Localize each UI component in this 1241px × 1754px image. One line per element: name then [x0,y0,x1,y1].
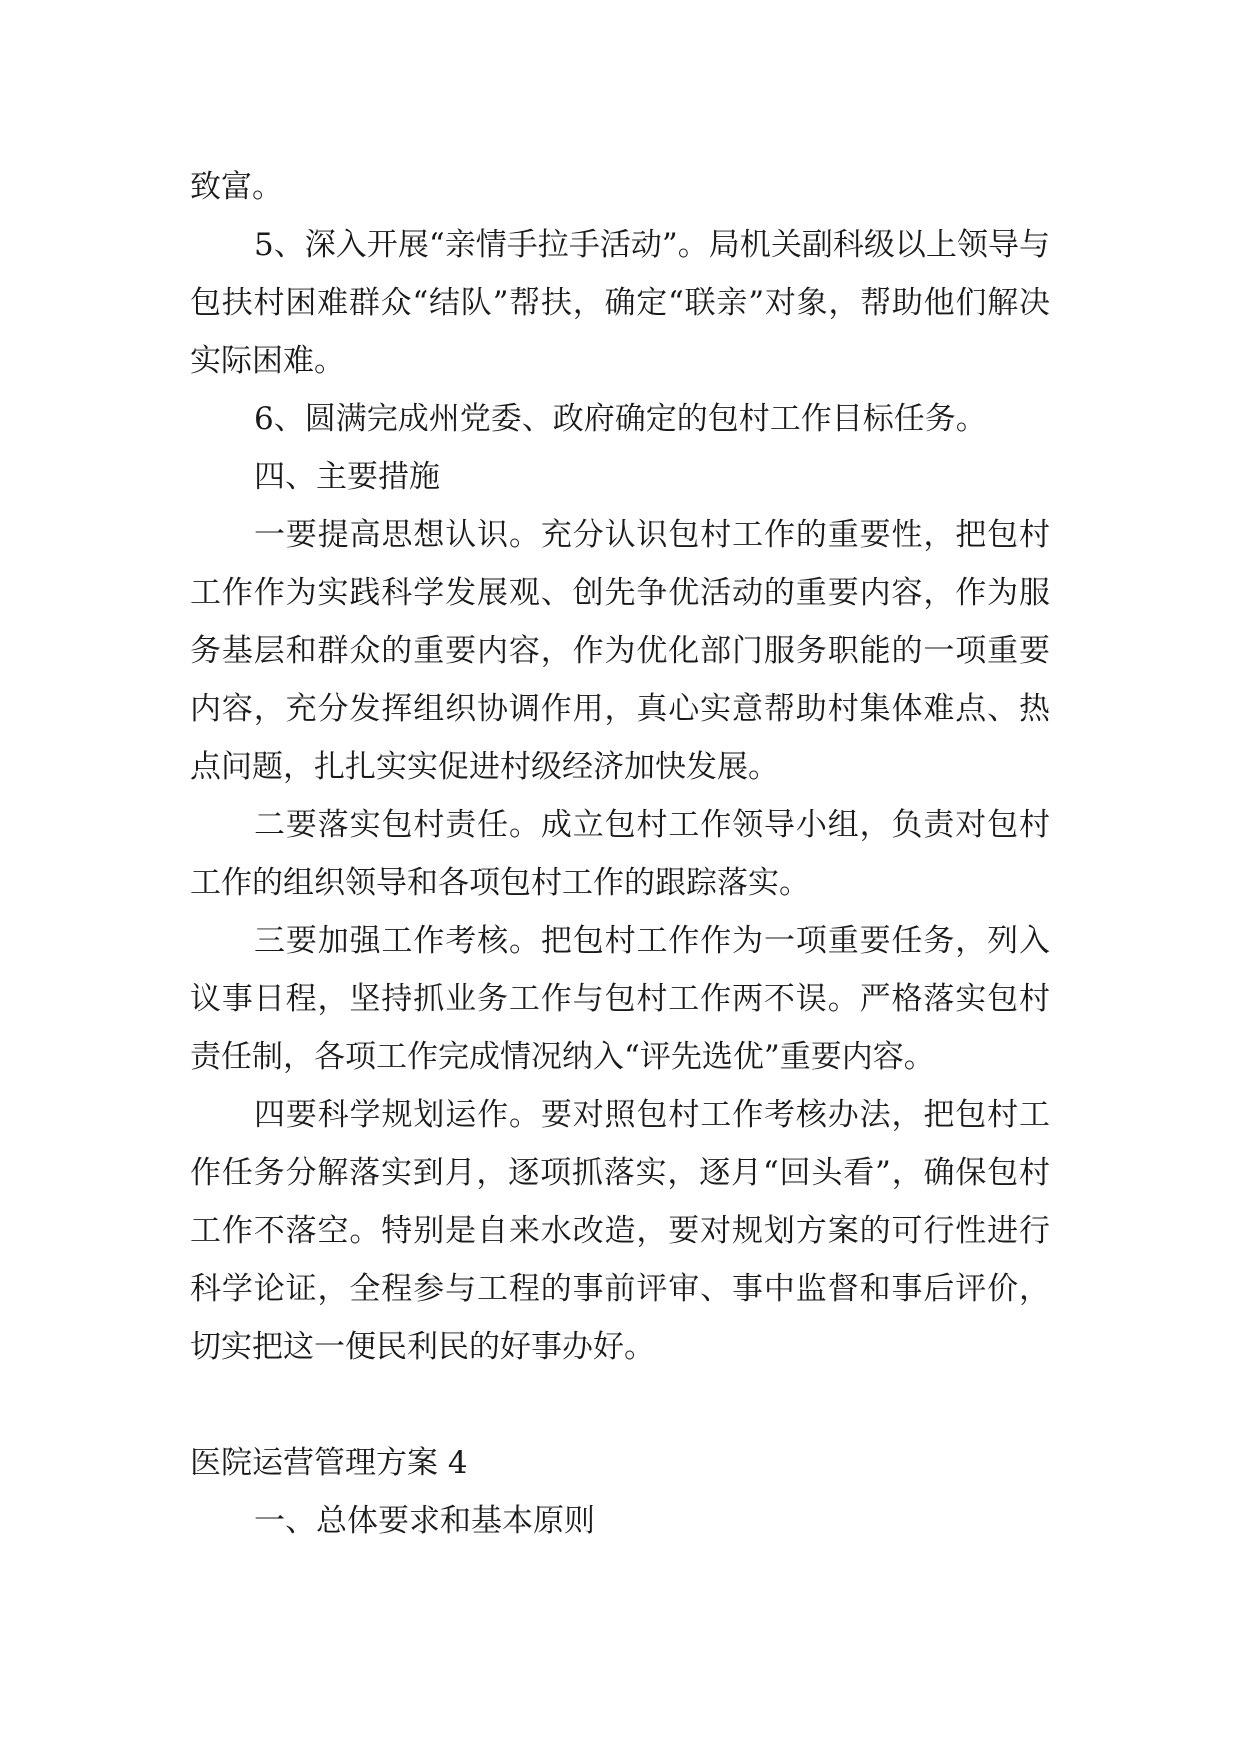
paragraph-2: 6、圆满完成州党委、政府确定的包村工作目标任务。 [254,401,987,437]
section-title: 医院运营管理方案 4 [190,1445,468,1481]
paragraph-7: 四要科学规划运作。要对照包村工作考核办法，把包村工作任务分解落实到月，逐项抓落实，逐月“回头看”，确保包村工作不落空。特别是自来水改造，要对规划方案的可行性进行科学论证，全程参与工程的事前评审、事中监督和事后评价，切实把这一便民利民的好事办好。 [190,1097,1050,1365]
paragraph-6: 三要加强工作考核。把包村工作作为一项重要任务，列入议事日程，坚持抓业务工作与包村工作两不误。严格落实包村责任制，各项工作完成情况纳入“评先选优”重要内容。 [190,923,1050,1075]
paragraph-5: 二要落实包村责任。成立包村工作领导小组，负责对包村工作的组织领导和各项包村工作的跟踪落实。 [190,807,1050,901]
paragraph-1: 5、深入开展“亲情手拉手活动”。局机关副科级以上领导与包扶村困难群众“结队”帮扶，确定“联亲”对象，帮助他们解决实际困难。 [190,227,1050,379]
paragraph-4: 一要提高思想认识。充分认识包村工作的重要性，把包村工作作为实践科学发展观、创先争优活动的重要内容，作为服务基层和群众的重要内容，作为优化部门服务职能的一项重要内容，充分发挥组织协调作用，真心实意帮助村集体难点、热点问题，扎扎实实促进村级经济加快发展。 [190,517,1050,785]
section-spacer [190,1376,1050,1434]
section-heading-measures: 四、主要措施 [254,459,440,495]
document-body [190,158,1050,1550]
paragraph-0: 致富。 [190,169,283,205]
section-subheading: 一、总体要求和基本原则 [254,1503,595,1539]
